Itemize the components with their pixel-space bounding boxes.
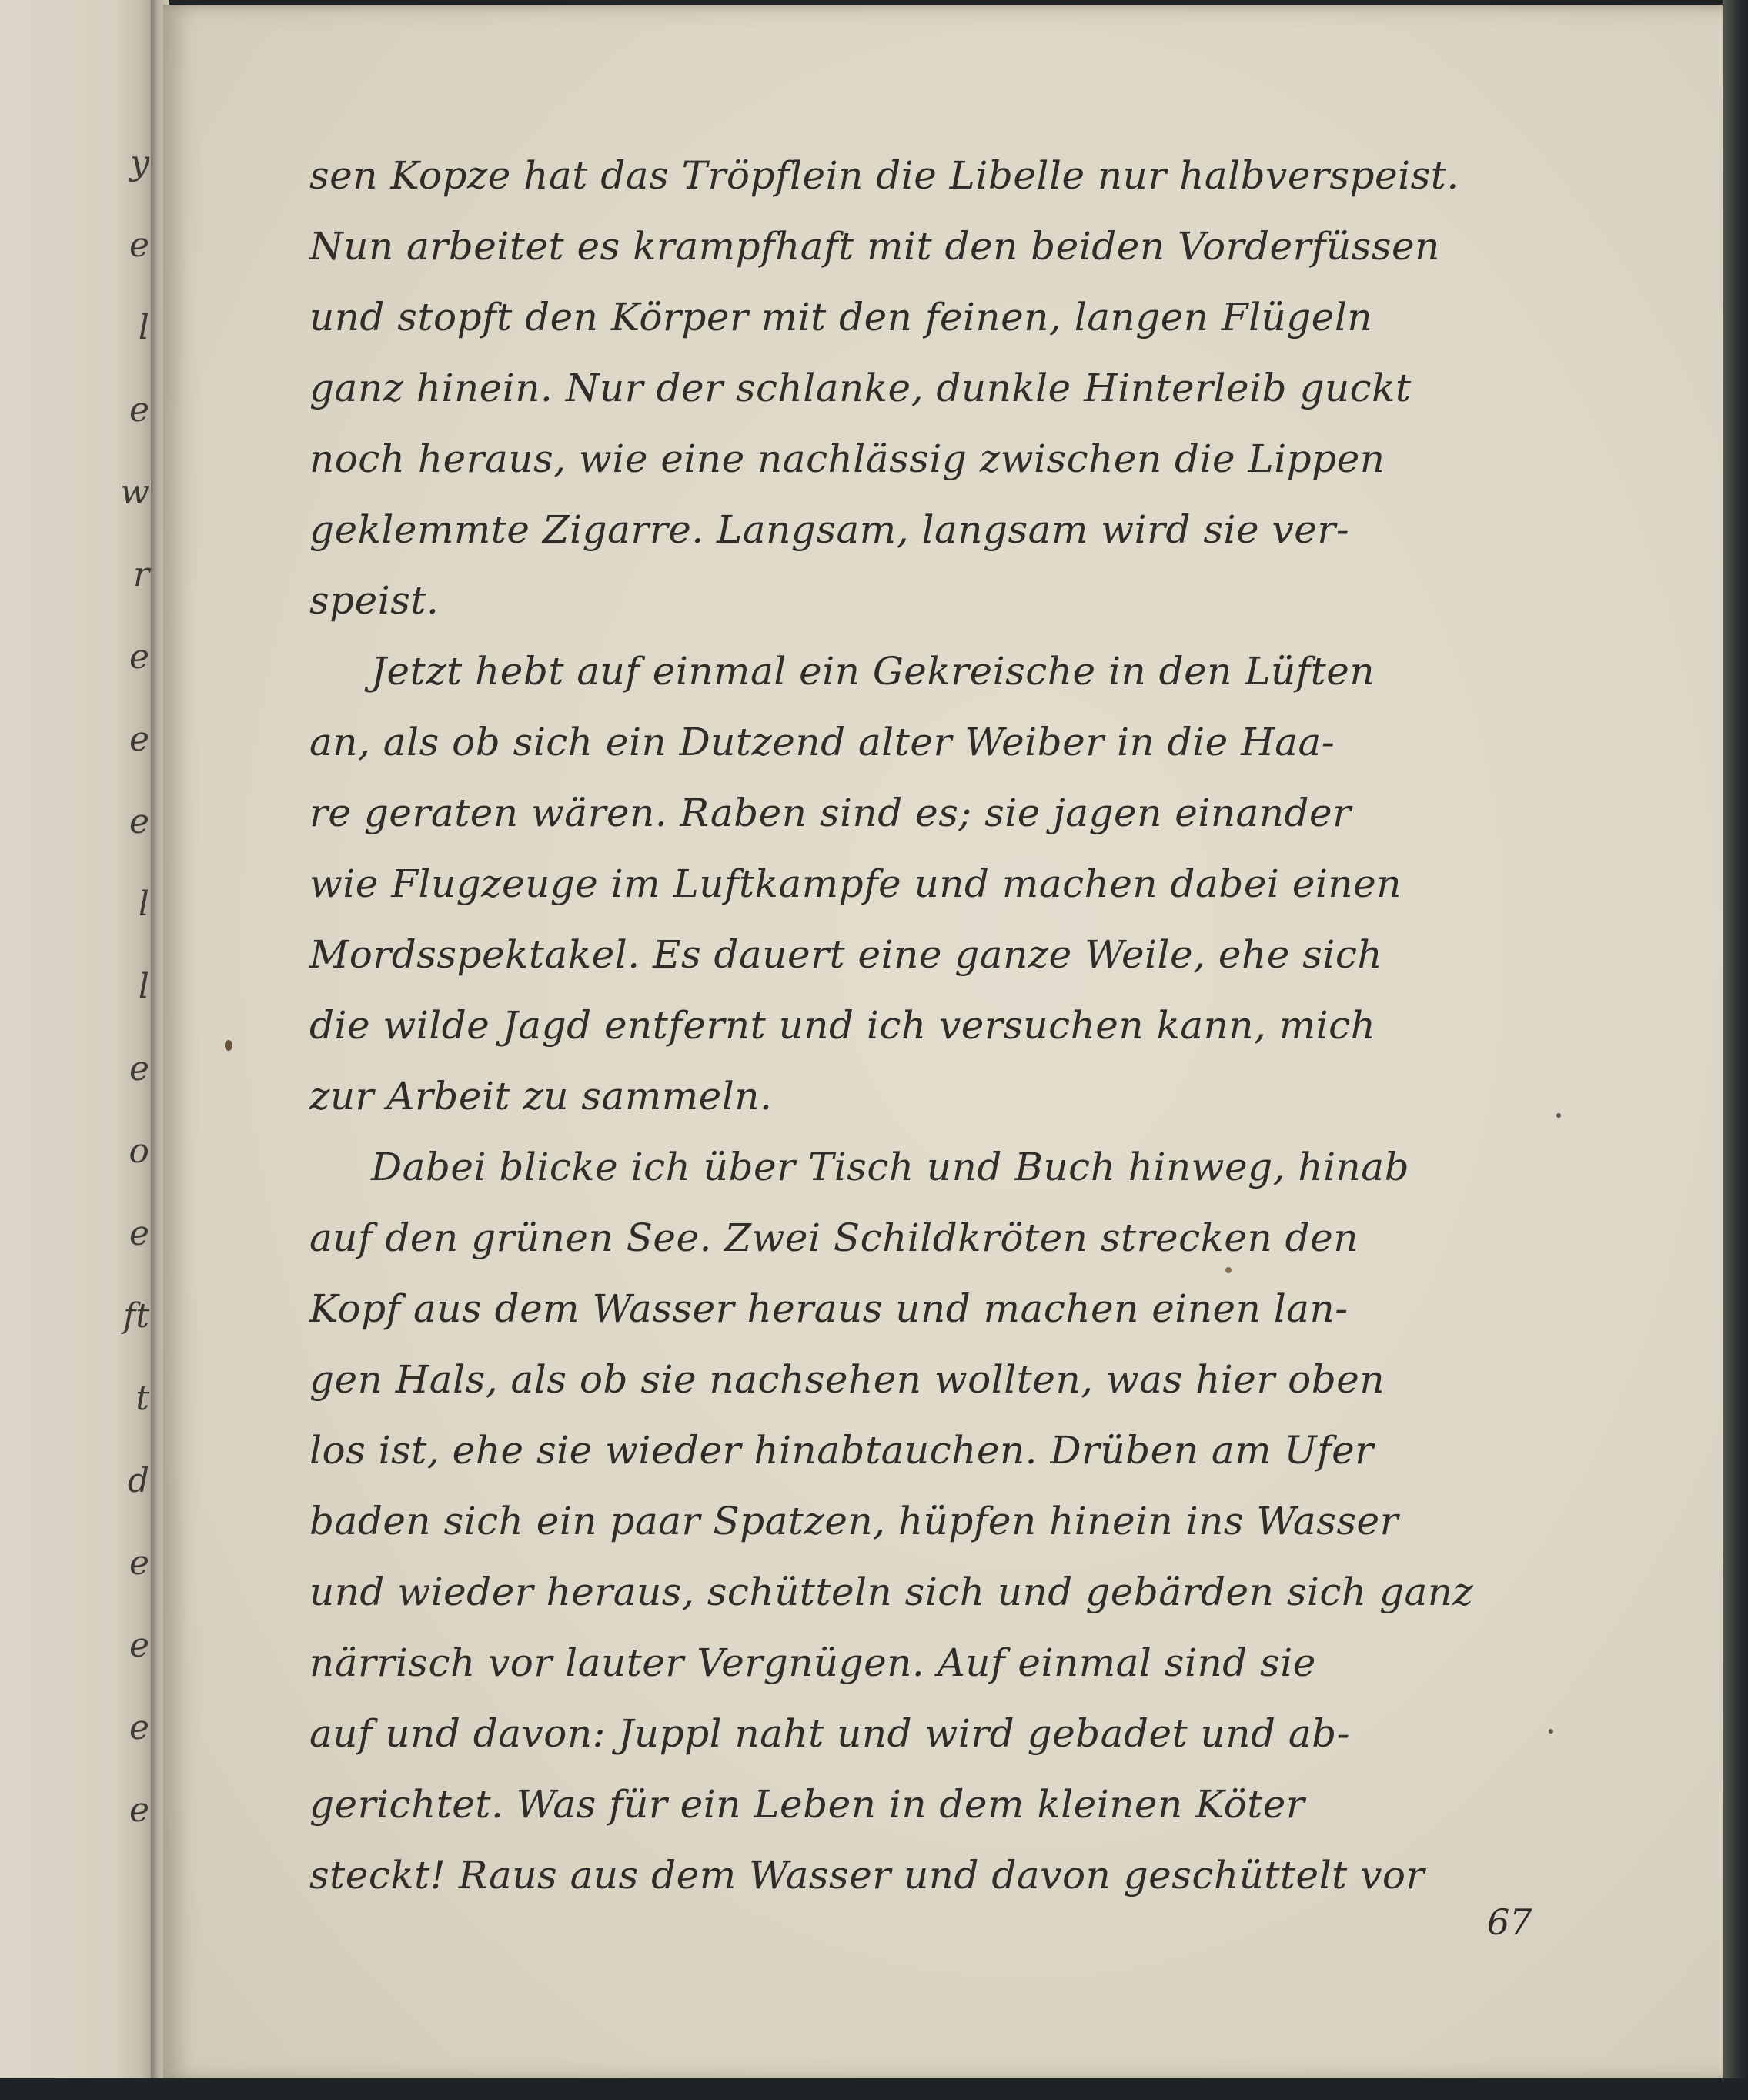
book-cover-edge [1723,0,1748,2100]
text-line: baden sich ein paar Spatzen, hüpfen hinein ins Wasser [309,1499,1399,1543]
left-page-line-end: r [132,555,149,594]
left-page-line-end: e [129,1791,149,1830]
text-line: los ist, ehe sie wieder hinabtauchen. Drüben am Ufer [309,1428,1374,1473]
text-line: geklemmte Zigarre. Langsam, langsam wird sie ver- [309,507,1350,552]
text-line: gerichtet. Was für ein Leben in dem kleinen Köter [309,1782,1305,1827]
text-line: Dabei blicke ich über Tisch und Buch hinweg, hinab [371,1145,1410,1189]
text-line: Nun arbeitet es krampfhaft mit den beiden Vorderfüssen [309,224,1440,269]
text-line: noch heraus, wie eine nachlässig zwischen die Lippen [309,436,1385,481]
left-page-line-end: ft [123,1296,149,1336]
left-page-line-end: e [129,637,149,677]
text-line: auf den grünen See. Zwei Schildkröten strecken den [309,1216,1359,1260]
text-line: die wilde Jagd entfernt und ich versuchen kann, mich [309,1003,1376,1048]
text-line: Jetzt hebt auf einmal ein Gekreische in den Lüften [371,649,1375,694]
text-line: und stopft den Körper mit den feinen, langen Flügeln [309,295,1373,339]
left-page-line-end: o [129,1132,149,1171]
left-page-line-end: d [127,1461,149,1500]
text-line: auf und davon: Juppl naht und wird gebadet und ab- [309,1711,1351,1756]
text-line: zur Arbeit zu sammeln. [309,1074,773,1119]
text-line: speist. [309,578,440,623]
text-line: ganz hinein. Nur der schlanke, dunkle Hinterleib guckt [309,366,1412,410]
left-page-line-end: e [129,1049,149,1088]
left-page-line-end: e [129,1214,149,1253]
handwritten-text-block [309,140,1679,1911]
text-line: närrisch vor lauter Vergnügen. Auf einmal sind sie [309,1640,1316,1685]
paper-speck [1556,1113,1561,1118]
left-page-line-end: t [135,1379,149,1418]
paper-speck [1549,1729,1553,1734]
text-line: sen Kopze hat das Tröpflein die Libelle nur halbverspeist. [309,153,1459,198]
left-page-line-end: l [138,884,149,924]
text-line: steckt! Raus aus dem Wasser und davon geschüttelt vor [309,1853,1425,1898]
text-line: wie Flugzeuge im Luftkampfe und machen dabei einen [309,861,1402,906]
text-line: Mordsspektakel. Es dauert eine ganze Weile, ehe sich [309,932,1383,977]
paper-speck [225,1040,232,1051]
left-page-line-end: l [138,967,149,1006]
left-page-line-end: e [129,1708,149,1747]
bottom-edge [0,2078,1748,2100]
text-line: Kopf aus dem Wasser heraus und machen einen lan- [309,1286,1349,1331]
left-page-line-end: e [129,720,149,759]
left-page-line-end: w [120,473,149,512]
left-page-line-end: l [138,308,149,347]
text-line: gen Hals, als ob sie nachsehen wollten, was hier oben [309,1357,1385,1402]
text-line: an, als ob sich ein Dutzend alter Weiber in die Haa- [309,720,1335,764]
text-line: und wieder heraus, schütteln sich und gebärden sich ganz [309,1570,1474,1614]
right-page [163,5,1733,2082]
text-line: re geraten wären. Raben sind es; sie jagen einander [309,791,1352,835]
left-page-line-end: e [129,390,149,430]
left-page-line-end: e [129,802,149,841]
left-page [0,0,155,2082]
left-page-line-end: y [130,143,149,182]
left-page-line-end: e [129,1543,149,1583]
paper-speck [1225,1267,1232,1273]
left-page-line-end: e [129,1626,149,1665]
page-number: 67 [1487,1901,1532,1943]
left-page-line-end: e [129,226,149,265]
